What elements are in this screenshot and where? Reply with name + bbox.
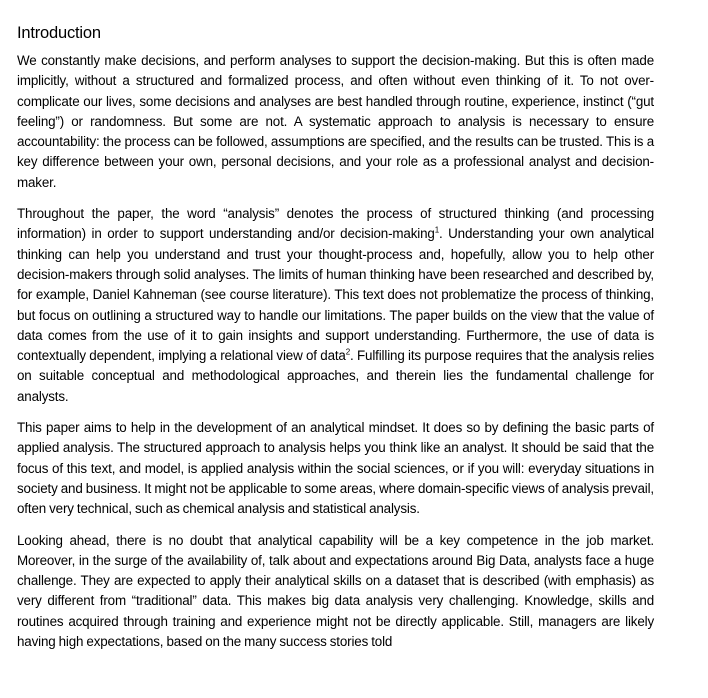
- paragraph-1: We constantly make decisions, and perform analyses to support the decision-making. But this is often made implicitly, without a structured and formalized process, and often without even thinking of it. To not over-complicate our lives, some decisions and analyses are best handled through routine, experience, instinct (“gut feeling”) or randomness. But some are not. A systematic approach to analysis is necessary to ensure accountability: the process can be followed, assumptions are specified, and the results can be trusted. This is a key difference between your own, personal decisions, and your role as a professional analyst and decision-maker.: [17, 53, 654, 190]
- paragraph-2-text-b: . Understanding your own analytical thinking can help you understand and trust your thought-process and, hopefully, allow you to help other decision-makers through solid analyses. The limits of human thinking have been researched and described by, for example, Daniel Kahneman (see course literature). This text does not problematize the process of thinking, but focus on outlining a structured way to handle our limitations. The paper builds on the view that the value of data comes from the use of it to gain insights and support understanding. Furthermore, the use of data is contextually dependent, implying a relational view of data: [17, 226, 654, 364]
- paragraph-3: This paper aims to help in the development of an analytical mindset. It does so by defining the basic parts of applied analysis. The structured approach to analysis helps you think like an analyst. It should be said that the focus of this text, and model, is applied analysis within the social sciences, or if you will: everyday situations in society and business. It might not be applicable to some areas, where domain-specific views of analysis prevail, often very technical, such as chemical analysis and statistical analysis.: [17, 420, 654, 517]
- footnote-marker-2: 2: [345, 347, 351, 357]
- section-heading: Introduction: [17, 24, 101, 42]
- paragraph-2: [17, 204, 654, 407]
- paragraph-4: Looking ahead, there is no doubt that analytical capability will be a key competence in the job market. Moreover, in the surge of the availability of, talk about and expectations around Big Data, analysts face a huge challenge. They are expected to apply their analytical skills on a dataset that is described (with emphasis) as very different from “traditional” data. This makes big data analysis very challenging. Knowledge, skills and routines acquired through training and experience might not be directly applicable. Still, managers are likely having high expectations, based on the many success stories told: [17, 532, 654, 650]
- paragraph-2-text-a: Throughout the paper, the word “analysis” denotes the process of structured thinking (and processing information) in order to support understanding and/or decision-making: [17, 206, 654, 242]
- footnote-marker-1: 1: [434, 225, 439, 235]
- paragraph-2-text-c: . Fulfilling its purpose requires that the analysis relies on suitable conceptual and methodological approaches, and therein lies the fundamental challenge for analysts.: [17, 348, 654, 404]
